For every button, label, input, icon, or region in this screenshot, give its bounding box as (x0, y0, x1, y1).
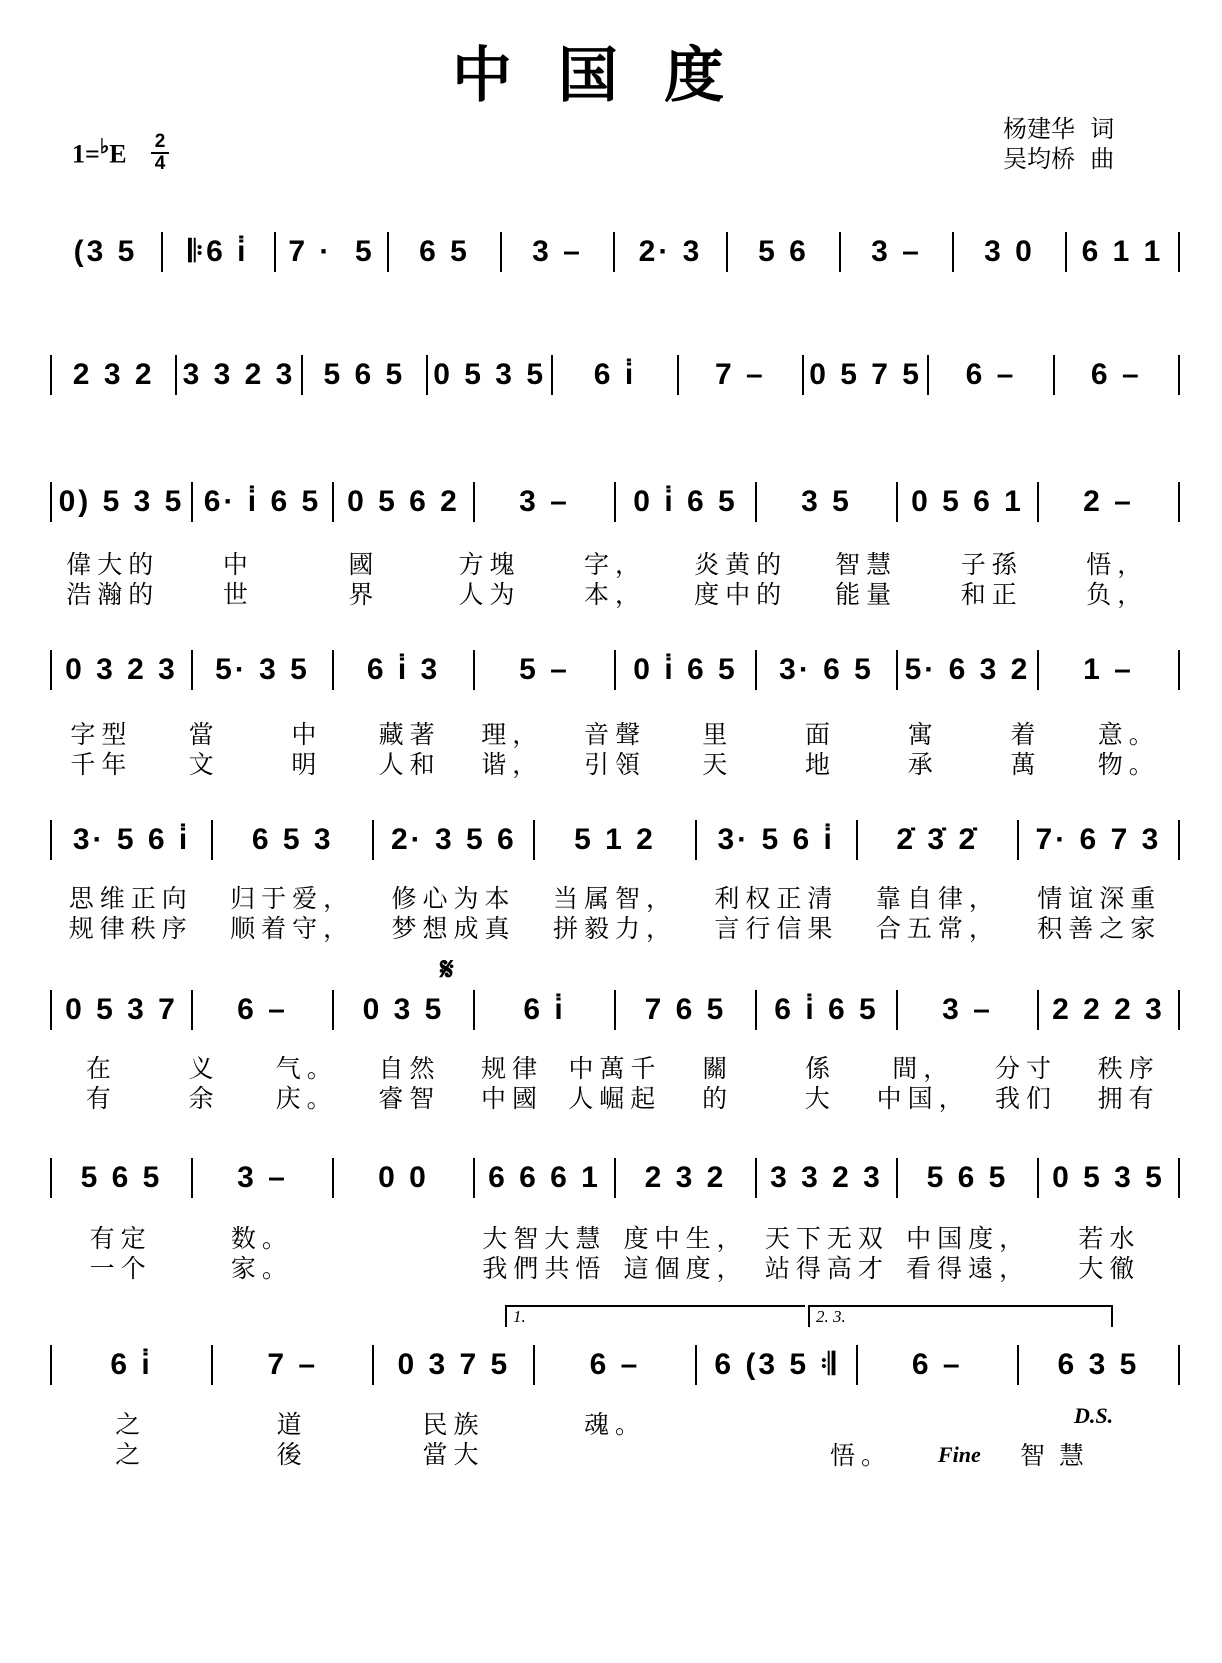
measure-notes: 6 i̇ 3 (366, 653, 441, 686)
measure (473, 1158, 614, 1198)
measure-notes: (3 5 (73, 235, 138, 268)
measure (211, 820, 372, 860)
measure-notes: 3 – (519, 485, 570, 518)
song-title: 中国度 (452, 41, 770, 111)
measure (50, 1345, 211, 1385)
lyric-syllable: 當大 (422, 1440, 485, 1469)
lyric-syllable: 有 (85, 1084, 117, 1113)
lyric-syllable: 情谊深重 (1037, 884, 1162, 913)
lyric-syllable: 係 (805, 1054, 837, 1083)
lyric-line (50, 748, 1180, 778)
score-system (50, 482, 1180, 522)
measure-notes: 2 3 2 (644, 1161, 727, 1194)
measure (896, 1158, 1037, 1198)
measure-notes: 6 i̇ (523, 993, 566, 1026)
first-ending-bracket (505, 1305, 805, 1327)
lyric-syllable: 人为 (458, 580, 521, 609)
measure-notes: 2· 3 5 6 (390, 823, 517, 856)
lyric-syllable: 的 (702, 1084, 734, 1113)
measure (274, 232, 387, 272)
score-system (50, 650, 1180, 690)
tail-lyric: 智慧 (1020, 1441, 1099, 1470)
lyric-syllable: 文 (188, 750, 220, 779)
measure (614, 990, 755, 1030)
measure-notes: 0 5 7 5 (809, 358, 922, 391)
measure-notes: 5 6 5 (323, 358, 406, 391)
lyric-line (50, 1408, 1180, 1438)
measure-notes: 5· 3 5 (215, 653, 310, 686)
measure-notes: 3 – (532, 235, 583, 268)
lyric-line (50, 1052, 1180, 1082)
lyric-syllable: 人和 (378, 750, 441, 779)
time-signature (150, 132, 170, 174)
measure (50, 650, 191, 690)
measure-notes: 0 3 5 (362, 993, 445, 1026)
lyric-syllable: 國 (348, 550, 380, 579)
measure (755, 1158, 896, 1198)
lyric-syllable: 归于爱， (230, 884, 355, 913)
lyric-syllable: 炎黄的 (694, 550, 788, 579)
measure (856, 820, 1017, 860)
measure (473, 990, 614, 1030)
lyric-syllable: 意。 (1097, 720, 1160, 749)
measure (1037, 650, 1180, 690)
measure-notes: 0 3 7 5 (397, 1348, 511, 1381)
lyric-syllable: 世 (222, 580, 254, 609)
lyric-syllable: 間， (892, 1054, 955, 1083)
measure-notes: 6 1 1 (1081, 235, 1164, 268)
lyric-syllable: 余 (188, 1084, 220, 1113)
lyric-syllable: 义 (188, 1054, 220, 1083)
measure-notes: 0 i̇ 6 5 (633, 485, 738, 518)
lyric-syllable: 分寸 (994, 1054, 1057, 1083)
score-system (50, 820, 1180, 860)
lyric-syllable: 悟， (1086, 550, 1149, 579)
lyric-syllable: 靠自律， (875, 884, 1000, 913)
measure (500, 232, 613, 272)
measure (802, 355, 927, 395)
score-system (50, 990, 1180, 1030)
lyric-syllable: 藏著 (378, 720, 441, 749)
measure (614, 1158, 755, 1198)
measure-notes: 7· 6 7 3 (1035, 823, 1162, 856)
measure-notes: 6 3 5 (1057, 1348, 1140, 1381)
lyric-line (50, 1082, 1180, 1112)
measure (613, 232, 726, 272)
measure (896, 990, 1037, 1030)
measure (175, 355, 300, 395)
lyric-syllable: 利权正清 (714, 884, 839, 913)
lyric-syllable: 站得高才 (764, 1254, 889, 1283)
measure-notes: 6 – (965, 358, 1017, 391)
lyric-syllable: 大徹 (1078, 1254, 1141, 1283)
lyric-syllable: 萬 (1010, 750, 1042, 779)
lyric-syllable: 浩瀚的 (66, 580, 160, 609)
lyric-syllable: 家。 (230, 1254, 293, 1283)
measure (1017, 1345, 1180, 1385)
lyric-syllable: 言行信果 (714, 914, 839, 943)
measure-notes: 5 – (519, 653, 570, 686)
measure-notes: 5 6 (758, 235, 809, 268)
measure-notes: 𝄆6 i̇ (188, 235, 249, 268)
measure (50, 232, 161, 272)
flat-symbol: ♭ (99, 136, 110, 158)
time-numerator: 2 (154, 131, 166, 152)
lyric-syllable: 能量 (835, 580, 898, 609)
dal-segno-mark: D.S. (1074, 1403, 1114, 1428)
lyric-line (50, 718, 1180, 748)
measure-notes: 7 6 5 (644, 993, 727, 1026)
measure (332, 650, 473, 690)
lyric-syllable: 理， (481, 720, 544, 749)
time-denominator: 4 (154, 153, 166, 174)
score-system (50, 355, 1180, 395)
measure (211, 1345, 372, 1385)
measure (614, 650, 755, 690)
lyric-syllable: 规律 (481, 1054, 544, 1083)
measure (677, 355, 802, 395)
lyric-syllable: 我們共悟 (482, 1254, 607, 1283)
measure (1053, 355, 1180, 395)
measure (161, 232, 274, 272)
lyric-syllable: 思维正向 (68, 884, 193, 913)
lyric-syllable: 本， (584, 580, 647, 609)
measure-notes: 7 · 5 (288, 235, 375, 268)
measure (332, 482, 473, 522)
measure-notes: 3 3 2 3 (770, 1161, 883, 1194)
lyric-syllable: 大 (804, 1084, 836, 1113)
measure (473, 482, 614, 522)
measure-notes: 6 (3 5 𝄇 (714, 1348, 838, 1381)
ending-lyric: 悟。 (830, 1441, 893, 1470)
measure-notes: 7 – (714, 358, 766, 391)
lyric-syllable: 中国度， (906, 1224, 1031, 1253)
lyric-syllable: 天下无双 (764, 1224, 889, 1253)
measure-notes: 6 – (237, 993, 288, 1026)
measure-notes: 0 5 3 5 (1052, 1161, 1165, 1194)
measure (332, 990, 473, 1030)
measure (426, 355, 551, 395)
lyric-syllable: 偉大的 (66, 550, 160, 579)
lyric-syllable: 和正 (960, 580, 1023, 609)
lyric-syllable: 合五常， (875, 914, 1000, 943)
measure-notes: 2 – (1083, 485, 1134, 518)
lyric-syllable: 這個度， (623, 1254, 748, 1283)
lyric-syllable: 引領 (584, 750, 647, 779)
measure (50, 355, 175, 395)
measure (896, 650, 1037, 690)
measure (755, 990, 896, 1030)
measure-notes: 3 – (237, 1161, 288, 1194)
lyric-line (50, 1438, 1180, 1468)
measure (1065, 232, 1180, 272)
fine-mark: Fine (938, 1442, 981, 1467)
measure (50, 482, 191, 522)
lyric-syllable: 千年 (70, 750, 133, 779)
measure-notes: 3· 6 5 (779, 653, 874, 686)
measure-notes: 0 5 3 7 (65, 993, 178, 1026)
measure (1017, 820, 1180, 860)
lyric-syllable: 着 (1010, 720, 1042, 749)
measure-notes: 6 – (589, 1348, 641, 1381)
measure-notes: 6 i̇ 6 5 (774, 993, 879, 1026)
measure-notes: 0 3 2 3 (65, 653, 178, 686)
lyric-syllable: 负， (1086, 580, 1149, 609)
measure (755, 482, 896, 522)
measure-notes: 7 – (267, 1348, 319, 1381)
lyric-line (50, 1252, 1180, 1282)
lyric-syllable: 若水 (1078, 1224, 1141, 1253)
measure-notes: 3 0 (984, 235, 1035, 268)
lyric-syllable: 後 (276, 1440, 308, 1469)
measure (372, 820, 533, 860)
lyric-syllable: 规律秩序 (68, 914, 193, 943)
lyric-syllable: 面 (805, 720, 837, 749)
lyric-syllable: 度中生， (623, 1224, 748, 1253)
lyric-syllable: 看得遠， (906, 1254, 1031, 1283)
lyric-syllable: 庆。 (275, 1084, 338, 1113)
measure-notes: 0 i̇ 6 5 (633, 653, 738, 686)
score-system (50, 1158, 1180, 1198)
measure (1037, 1158, 1180, 1198)
lyric-line (50, 548, 1180, 578)
measure-notes: 5 6 5 (80, 1161, 163, 1194)
measure (614, 482, 755, 522)
measure-notes: 3 3 2 3 (182, 358, 296, 391)
lyric-syllable: 顺着守， (230, 914, 355, 943)
measure (191, 650, 332, 690)
measure (1037, 482, 1180, 522)
measure (301, 355, 426, 395)
segno-sign: 𝄋 (440, 950, 454, 988)
lyric-line (50, 578, 1180, 608)
measure-notes: 3 – (942, 993, 993, 1026)
lyric-syllable: 中 (291, 720, 323, 749)
measure (50, 990, 191, 1030)
lyric-syllable: 中 (222, 550, 254, 579)
measure-notes: 6 i̇ (110, 1348, 153, 1381)
first-ending-label: 1. (513, 1307, 526, 1326)
lyric-syllable: 中國 (480, 1084, 543, 1113)
measure-notes: 5 1 2 (574, 823, 656, 856)
lyric-syllable: 人崛起 (568, 1084, 662, 1113)
measure (726, 232, 839, 272)
lyric-syllable: 积善之家 (1037, 914, 1162, 943)
measure (50, 1158, 191, 1198)
lyric-syllable: 民族 (422, 1410, 485, 1439)
composer-credit: 吴均桥 曲 (1003, 145, 1115, 173)
lyric-syllable: 我们 (994, 1084, 1057, 1113)
lyric-syllable: 拼毅力， (552, 914, 677, 943)
lyric-syllable: 承 (907, 750, 939, 779)
lyric-syllable: 道 (276, 1410, 308, 1439)
lyric-syllable: 大智大慧 (482, 1224, 607, 1253)
measure (952, 232, 1065, 272)
measure-notes: 5 6 5 (926, 1161, 1009, 1194)
measure-notes: 0 5 6 2 (347, 485, 460, 518)
measure (372, 1345, 533, 1385)
measure-notes: 6 6 6 1 (488, 1161, 601, 1194)
measure-notes: 2̇ 3̇ 2̇ (896, 823, 979, 856)
lyric-syllable: 魂。 (583, 1410, 646, 1439)
measure (332, 1158, 473, 1198)
lyric-syllable: 自然 (378, 1054, 441, 1083)
score-system (50, 232, 1180, 272)
key-prefix: 1= (72, 139, 100, 169)
measure (1037, 990, 1180, 1030)
measure-notes: 0 5 3 5 (433, 358, 547, 391)
key-signature (72, 134, 127, 170)
lyric-syllable: 字型 (70, 720, 133, 749)
measure (695, 1345, 856, 1385)
measure (533, 820, 694, 860)
measure-notes: 6 – (1090, 358, 1142, 391)
lyric-syllable: 拥有 (1097, 1084, 1160, 1113)
lyric-syllable: 一个 (89, 1254, 152, 1283)
measure-notes: 0) 5 3 5 (58, 485, 185, 518)
lyric-line (50, 882, 1180, 912)
measure-notes: 2 2 2 3 (1052, 993, 1165, 1026)
measure-notes: 5· 6 3 2 (904, 653, 1031, 686)
measure (387, 232, 500, 272)
measure-notes: 2· 3 (638, 235, 703, 268)
lyric-syllable: 气。 (275, 1054, 338, 1083)
measure-notes: 6 5 (419, 235, 470, 268)
lyric-syllable: 字， (584, 550, 647, 579)
measure (191, 990, 332, 1030)
lyric-syllable: 之 (115, 1440, 147, 1469)
measure (896, 482, 1037, 522)
lyric-syllable: 梦想成真 (391, 914, 516, 943)
lyric-syllable: 地 (805, 750, 837, 779)
lyric-syllable: 在 (85, 1054, 117, 1083)
measure (191, 482, 332, 522)
measure (50, 820, 211, 860)
measure (551, 355, 676, 395)
lyric-syllable: 音聲 (584, 720, 647, 749)
measure (856, 1345, 1017, 1385)
measure-notes: 3· 5 6 i̇ (717, 823, 835, 856)
measure-notes: 0 0 (378, 1161, 429, 1194)
lyric-syllable: 有定 (89, 1224, 152, 1253)
lyric-syllable: 智慧 (835, 550, 898, 579)
second-ending-label: 2. 3. (816, 1307, 846, 1326)
key-note: E (109, 139, 127, 169)
measure-notes: 3 5 (801, 485, 852, 518)
lyric-syllable: 谐， (481, 750, 544, 779)
lyric-syllable: 中国， (876, 1084, 970, 1113)
credits (1003, 114, 1114, 174)
lyric-line (50, 1222, 1180, 1252)
lyric-syllable: 度中的 (694, 580, 788, 609)
measure-notes: 6 – (911, 1348, 963, 1381)
measure (839, 232, 952, 272)
measure (755, 650, 896, 690)
measure (533, 1345, 694, 1385)
lyric-syllable: 關 (702, 1054, 734, 1083)
lyric-syllable: 当属智， (552, 884, 677, 913)
measure (191, 1158, 332, 1198)
measure-notes: 6 5 3 (251, 823, 334, 856)
lyric-syllable: 當 (188, 720, 220, 749)
measure-notes: 2 3 2 (72, 358, 155, 391)
lyric-line (50, 912, 1180, 942)
measure-notes: 6 i̇ (593, 358, 637, 391)
lyric-syllable: 秩序 (1097, 1054, 1160, 1083)
lyric-syllable: 明 (291, 750, 323, 779)
lyric-syllable: 数。 (230, 1224, 293, 1253)
measure-notes: 1 – (1083, 653, 1134, 686)
measure-notes: 0 5 6 1 (911, 485, 1024, 518)
lyric-syllable: 里 (702, 720, 734, 749)
measure (695, 820, 856, 860)
second-ending-bracket (808, 1305, 1113, 1327)
lyric-syllable: 物。 (1097, 750, 1160, 779)
lyric-syllable: 寓 (907, 720, 939, 749)
lyric-syllable: 天 (702, 750, 734, 779)
lyric-syllable: 方塊 (458, 550, 521, 579)
measure (927, 355, 1052, 395)
measure-notes: 3 – (871, 235, 922, 268)
lyric-syllable: 修心为本 (391, 884, 516, 913)
measure-notes: 6· i̇ 6 5 (203, 485, 322, 518)
lyric-syllable: 中萬千 (568, 1054, 662, 1083)
measure-notes: 3· 5 6 i̇ (72, 823, 191, 856)
score-system (50, 1345, 1180, 1385)
lyric-syllable: 睿智 (378, 1084, 441, 1113)
lyricist-credit: 杨建华 词 (1003, 115, 1115, 143)
lyric-syllable: 之 (115, 1410, 147, 1439)
lyric-syllable: 界 (348, 580, 380, 609)
lyric-syllable: 子孫 (960, 550, 1023, 579)
measure (473, 650, 614, 690)
